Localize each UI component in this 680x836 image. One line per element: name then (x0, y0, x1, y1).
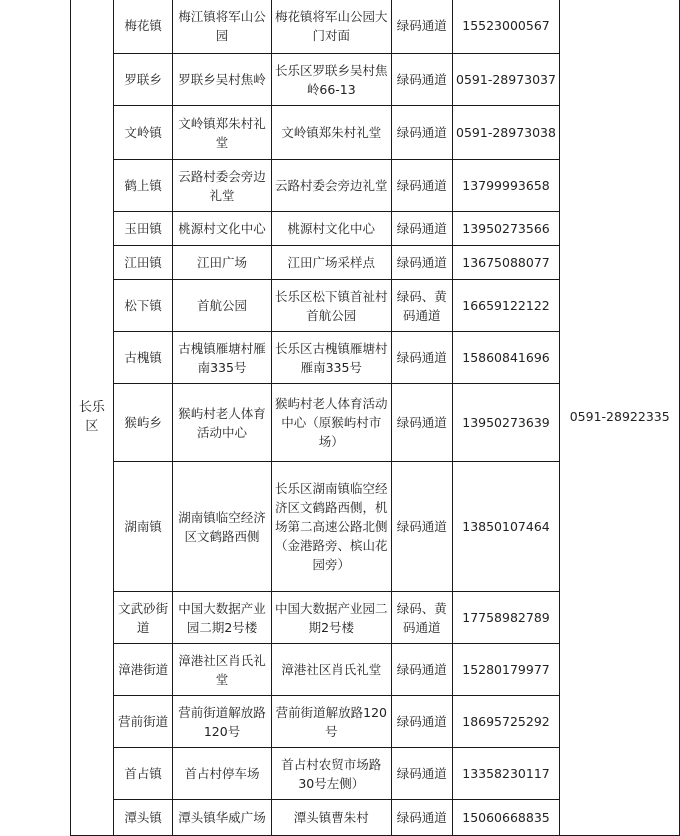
address-cell: 桃源村文化中心 (271, 212, 391, 246)
channel-cell: 绿码通道 (391, 384, 452, 462)
town-cell: 罗联乡 (113, 54, 173, 106)
table-row (71, 0, 680, 54)
address-cell: 首占村农贸市场路30号左侧） (271, 748, 391, 800)
town-cell: 首占镇 (113, 748, 173, 800)
phone-cell: 13950273566 (452, 212, 560, 246)
site-cell: 江田广场 (173, 246, 271, 280)
phone-cell: 13850107464 (452, 462, 560, 592)
address-cell: 长乐区古槐镇雁塘村雁南335号 (271, 332, 391, 384)
phone-cell: 13358230117 (452, 748, 560, 800)
site-cell: 中国大数据产业园二期2号楼 (173, 592, 271, 644)
channel-cell: 绿码通道 (391, 54, 452, 106)
channel-cell: 绿码通道 (391, 644, 452, 696)
town-cell: 营前街道 (113, 696, 173, 748)
site-cell: 罗联乡吴村焦岭 (173, 54, 271, 106)
town-cell: 猴屿乡 (113, 384, 173, 462)
phone-cell: 13799993658 (452, 160, 560, 212)
table-body (71, 0, 680, 836)
site-cell: 猴屿村老人体育活动中心 (173, 384, 271, 462)
phone-cell: 15060668835 (452, 800, 560, 836)
town-cell: 江田镇 (113, 246, 173, 280)
channel-cell: 绿码、黄码通道 (391, 280, 452, 332)
phone-cell: 16659122122 (452, 280, 560, 332)
testing-sites-table (70, 0, 680, 836)
site-cell: 潭头镇华威广场 (173, 800, 271, 836)
phone-cell: 13675088077 (452, 246, 560, 280)
address-cell: 长乐区罗联乡吴村焦岭66-13 (271, 54, 391, 106)
channel-cell: 绿码通道 (391, 160, 452, 212)
address-cell: 猴屿村老人体育活动中心（原猴屿村市场） (271, 384, 391, 462)
town-cell: 文岭镇 (113, 106, 173, 160)
site-cell: 云路村委会旁边礼堂 (173, 160, 271, 212)
channel-cell: 绿码通道 (391, 332, 452, 384)
address-cell: 文岭镇郑朱村礼堂 (271, 106, 391, 160)
town-cell: 梅花镇 (113, 0, 173, 54)
town-cell: 玉田镇 (113, 212, 173, 246)
town-cell: 湖南镇 (113, 462, 173, 592)
channel-cell: 绿码通道 (391, 696, 452, 748)
site-cell: 首航公园 (173, 280, 271, 332)
phone-cell: 18695725292 (452, 696, 560, 748)
town-cell: 鹤上镇 (113, 160, 173, 212)
phone-cell: 0591-28973037 (452, 54, 560, 106)
town-cell: 古槐镇 (113, 332, 173, 384)
town-cell: 文武砂街道 (113, 592, 173, 644)
site-cell: 古槐镇雁塘村雁南335号 (173, 332, 271, 384)
channel-cell: 绿码、黄码通道 (391, 592, 452, 644)
phone-cell: 17758982789 (452, 592, 560, 644)
address-cell: 长乐区湖南镇临空经济区文鹤路西侧，机场第二高速公路北侧（金港路旁、槟山花园旁） (271, 462, 391, 592)
channel-cell: 绿码通道 (391, 106, 452, 160)
address-cell: 长乐区松下镇首祉村首航公园 (271, 280, 391, 332)
site-cell: 桃源村文化中心 (173, 212, 271, 246)
phone-cell: 15280179977 (452, 644, 560, 696)
site-cell: 漳港社区肖氏礼堂 (173, 644, 271, 696)
town-cell: 松下镇 (113, 280, 173, 332)
site-cell: 文岭镇郑朱村礼堂 (173, 106, 271, 160)
channel-cell: 绿码通道 (391, 0, 452, 54)
channel-cell: 绿码通道 (391, 748, 452, 800)
town-cell: 潭头镇 (113, 800, 173, 836)
address-cell: 梅花镇将军山公园大门对面 (271, 0, 391, 54)
phone-cell: 15523000567 (452, 0, 560, 54)
channel-cell: 绿码通道 (391, 246, 452, 280)
address-cell: 云路村委会旁边礼堂 (271, 160, 391, 212)
channel-cell: 绿码通道 (391, 800, 452, 836)
town-cell: 漳港街道 (113, 644, 173, 696)
site-cell: 营前街道解放路120号 (173, 696, 271, 748)
site-cell: 湖南镇临空经济区文鹤路西侧 (173, 462, 271, 592)
district-cell: 长乐区 (71, 0, 114, 836)
address-cell: 营前街道解放路120号 (271, 696, 391, 748)
phone-cell: 0591-28973038 (452, 106, 560, 160)
address-cell: 潭头镇曹朱村 (271, 800, 391, 836)
channel-cell: 绿码通道 (391, 212, 452, 246)
site-cell: 首占村停车场 (173, 748, 271, 800)
phone-cell: 13950273639 (452, 384, 560, 462)
phone-cell: 15860841696 (452, 332, 560, 384)
address-cell: 中国大数据产业园二期2号楼 (271, 592, 391, 644)
site-cell: 梅江镇将军山公园 (173, 0, 271, 54)
hotline-cell: 0591-28922335 (560, 0, 680, 836)
address-cell: 漳港社区肖氏礼堂 (271, 644, 391, 696)
address-cell: 江田广场采样点 (271, 246, 391, 280)
channel-cell: 绿码通道 (391, 462, 452, 592)
